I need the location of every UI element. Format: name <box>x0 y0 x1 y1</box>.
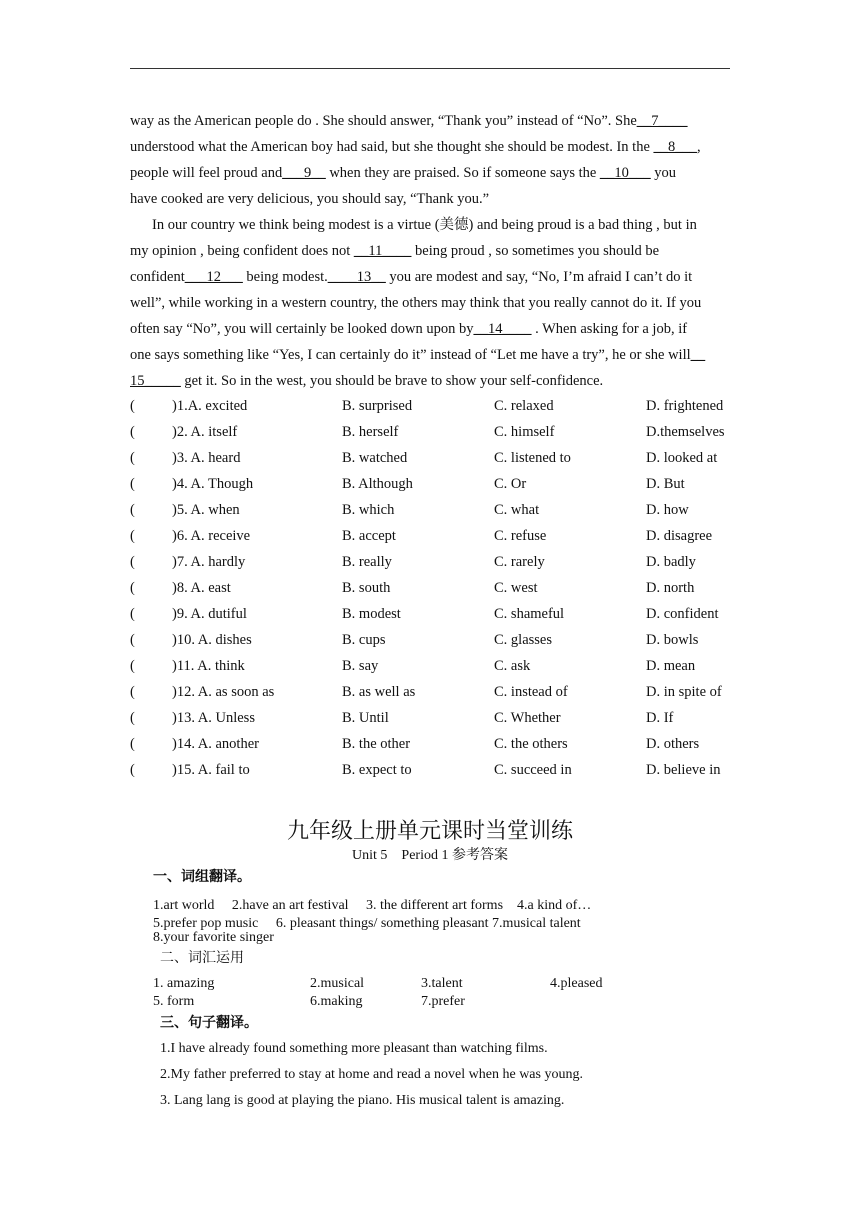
option-a: )12. A. as soon as <box>172 684 275 700</box>
answer-line: 8.your favorite singer <box>153 930 274 945</box>
option-c: C. succeed in <box>494 762 572 778</box>
passage-line <box>130 368 730 394</box>
option-d: D. confident <box>646 606 719 622</box>
option-c: C. ask <box>494 658 531 674</box>
option-a: )10. A. dishes <box>172 632 252 648</box>
passage-text: my opinion , being confident does not <box>130 243 354 259</box>
sentence-answer: 3. Lang lang is good at playing the piano. His musical talent is amazing. <box>160 1093 565 1108</box>
option-row <box>130 653 740 679</box>
passage-text: . When asking for a job, if <box>531 321 688 337</box>
option-c: C. Or <box>494 476 527 492</box>
answer-paren: ( <box>130 736 135 752</box>
option-c: C. rarely <box>494 554 545 570</box>
vocab-answer: 5. form <box>153 994 195 1009</box>
option-c: C. shameful <box>494 606 565 622</box>
answer-paren: ( <box>130 762 135 778</box>
passage-line <box>130 108 730 134</box>
vocab-answer: 7.prefer <box>421 994 465 1009</box>
option-c: C. glasses <box>494 632 552 648</box>
option-d: D. in spite of <box>646 684 722 700</box>
passage-text: people will feel proud and <box>130 165 283 181</box>
vocab-answer: 3.talent <box>421 976 463 991</box>
option-b: B. herself <box>342 424 399 440</box>
option-a: )14. A. another <box>172 736 259 752</box>
passage-text: you <box>650 165 677 181</box>
answer-paren: ( <box>130 580 135 596</box>
passage-line <box>130 316 730 342</box>
passage-line <box>130 186 730 212</box>
passage-text: have cooked are very delicious, you should say, “Thank you.” <box>130 191 490 207</box>
passage-text: confident <box>130 269 185 285</box>
answers-subtitle: Unit 5 Period 1 参考答案 <box>352 848 508 863</box>
answer-paren: ( <box>130 606 135 622</box>
blank-14: __14____ <box>473 321 532 337</box>
option-a: )8. A. east <box>172 580 231 596</box>
passage-text: well”, while working in a western country, the others may think that you really cannot do it. If you <box>130 295 702 311</box>
option-a: )7. A. hardly <box>172 554 246 570</box>
option-row <box>130 731 740 757</box>
option-d: D. looked at <box>646 450 718 466</box>
answer-paren: ( <box>130 476 135 492</box>
option-d: D. north <box>646 580 695 596</box>
passage-text: you are modest and say, “No, I’m afraid I can’t do it <box>385 269 693 285</box>
option-b: B. the other <box>342 736 411 752</box>
passage-line <box>130 264 730 290</box>
passage-text: one says something like “Yes, I can certainly do it” instead of “Let me have a try”, he or she will <box>130 347 691 363</box>
header-rule <box>130 68 730 69</box>
option-d: D. mean <box>646 658 696 674</box>
sentence-answer: 1.I have already found something more pleasant than watching films. <box>160 1041 548 1056</box>
option-a: )3. A. heard <box>172 450 241 466</box>
passage-text: being modest. <box>242 269 328 285</box>
answer-paren: ( <box>130 424 135 440</box>
passage-line <box>130 134 730 160</box>
answer-paren: ( <box>130 554 135 570</box>
option-c: C. the others <box>494 736 568 752</box>
option-c: C. listened to <box>494 450 571 466</box>
answer-paren: ( <box>130 632 135 648</box>
blank-9: ___9__ <box>282 165 326 181</box>
option-c: C. instead of <box>494 684 568 700</box>
answer-paren: ( <box>130 710 135 726</box>
option-c: C. west <box>494 580 538 596</box>
option-row <box>130 549 740 575</box>
option-row <box>130 601 740 627</box>
option-c: C. relaxed <box>494 398 554 414</box>
sentence-answer: 2.My father preferred to stay at home and read a novel when he was young. <box>160 1067 583 1082</box>
option-b: B. Until <box>342 710 389 726</box>
option-row <box>130 679 740 705</box>
option-a: )4. A. Though <box>172 476 254 492</box>
passage-text: when they are praised. So if someone says the <box>325 165 600 181</box>
option-d: D. But <box>646 476 685 492</box>
option-c: C. Whether <box>494 710 561 726</box>
option-a: )15. A. fail to <box>172 762 250 778</box>
section-heading: 二、词汇运用 <box>160 951 244 966</box>
blank-12: ___12___ <box>184 269 243 285</box>
option-d: D. disagree <box>646 528 713 544</box>
blank-15: 15_____ <box>130 373 181 389</box>
passage-line <box>130 342 730 368</box>
option-b: B. Although <box>342 476 413 492</box>
passage-text: understood what the American boy had said, but she thought she should be modest. In the <box>130 139 654 155</box>
option-b: B. watched <box>342 450 408 466</box>
blank-8: __8___ <box>653 139 698 155</box>
section-heading: 三、句子翻译。 <box>160 1016 258 1031</box>
option-d: D. believe in <box>646 762 721 778</box>
blank-11: __11____ <box>353 243 412 259</box>
answer-line: 1.art world 2.have an art festival 3. the different art forms 4.a kind of… <box>153 898 592 913</box>
passage-text: , <box>697 139 701 155</box>
passage-line <box>130 160 730 186</box>
option-b: B. south <box>342 580 391 596</box>
section-heading: 一、词组翻译。 <box>153 870 251 885</box>
option-row <box>130 419 740 445</box>
option-d: D.themselves <box>646 424 725 440</box>
option-b: B. modest <box>342 606 401 622</box>
vocab-answer: 4.pleased <box>550 976 603 991</box>
option-row <box>130 393 740 419</box>
option-a: )13. A. Unless <box>172 710 255 726</box>
passage-text: In our country we think being modest is a virtue (美德) and being proud is a bad thing , but in <box>152 217 697 233</box>
option-d: D. frightened <box>646 398 724 414</box>
option-c: C. refuse <box>494 528 547 544</box>
option-b: B. accept <box>342 528 396 544</box>
option-row <box>130 523 740 549</box>
option-d: D. how <box>646 502 689 518</box>
option-d: D. badly <box>646 554 696 570</box>
vocab-answer: 2.musical <box>310 976 365 991</box>
option-row <box>130 705 740 731</box>
passage-text: often say “No”, you will certainly be looked down upon by <box>130 321 474 337</box>
answer-paren: ( <box>130 502 135 518</box>
passage-text: get it. So in the west, you should be brave to show your self-confidence. <box>180 373 604 389</box>
option-c: C. himself <box>494 424 555 440</box>
answers-title: 九年级上册单元课时当堂训练 <box>286 818 573 843</box>
option-b: B. surprised <box>342 398 413 414</box>
blank-7: __7____ <box>636 113 688 129</box>
option-row <box>130 497 740 523</box>
option-b: B. really <box>342 554 392 570</box>
option-a: )2. A. itself <box>172 424 238 440</box>
passage-text: being proud , so sometimes you should be <box>411 243 660 259</box>
option-row <box>130 575 740 601</box>
option-d: D. others <box>646 736 700 752</box>
option-a: )1.A. excited <box>172 398 248 414</box>
answer-paren: ( <box>130 528 135 544</box>
option-b: B. expect to <box>342 762 412 778</box>
passage-line <box>130 238 730 264</box>
answer-line: 5.prefer pop music 6. pleasant things/ something pleasant 7.musical talent <box>153 916 581 931</box>
blank-13: ____13__ <box>327 269 386 285</box>
option-a: )5. A. when <box>172 502 240 518</box>
option-row <box>130 445 740 471</box>
vocab-answer: 6.making <box>310 994 363 1009</box>
options-table <box>130 393 740 783</box>
option-row <box>130 627 740 653</box>
answer-paren: ( <box>130 398 135 414</box>
passage-line <box>130 212 730 238</box>
option-b: B. as well as <box>342 684 416 700</box>
option-a: )9. A. dutiful <box>172 606 247 622</box>
passage-line <box>130 290 730 316</box>
option-d: D. If <box>646 710 674 726</box>
blank-15-start: __ <box>690 347 706 363</box>
option-b: B. which <box>342 502 395 518</box>
option-row <box>130 471 740 497</box>
option-b: B. say <box>342 658 379 674</box>
answer-paren: ( <box>130 450 135 466</box>
passage-text: way as the American people do . She should answer, “Thank you” instead of “No”. She <box>130 113 637 129</box>
answer-paren: ( <box>130 658 135 674</box>
option-c: C. what <box>494 502 540 518</box>
blank-10: __10___ <box>599 165 651 181</box>
option-a: )6. A. receive <box>172 528 251 544</box>
option-b: B. cups <box>342 632 386 648</box>
option-a: )11. A. think <box>172 658 245 674</box>
cloze-passage <box>130 108 730 394</box>
option-row <box>130 757 740 783</box>
option-d: D. bowls <box>646 632 699 648</box>
vocab-answer: 1. amazing <box>153 976 215 991</box>
answer-paren: ( <box>130 684 135 700</box>
